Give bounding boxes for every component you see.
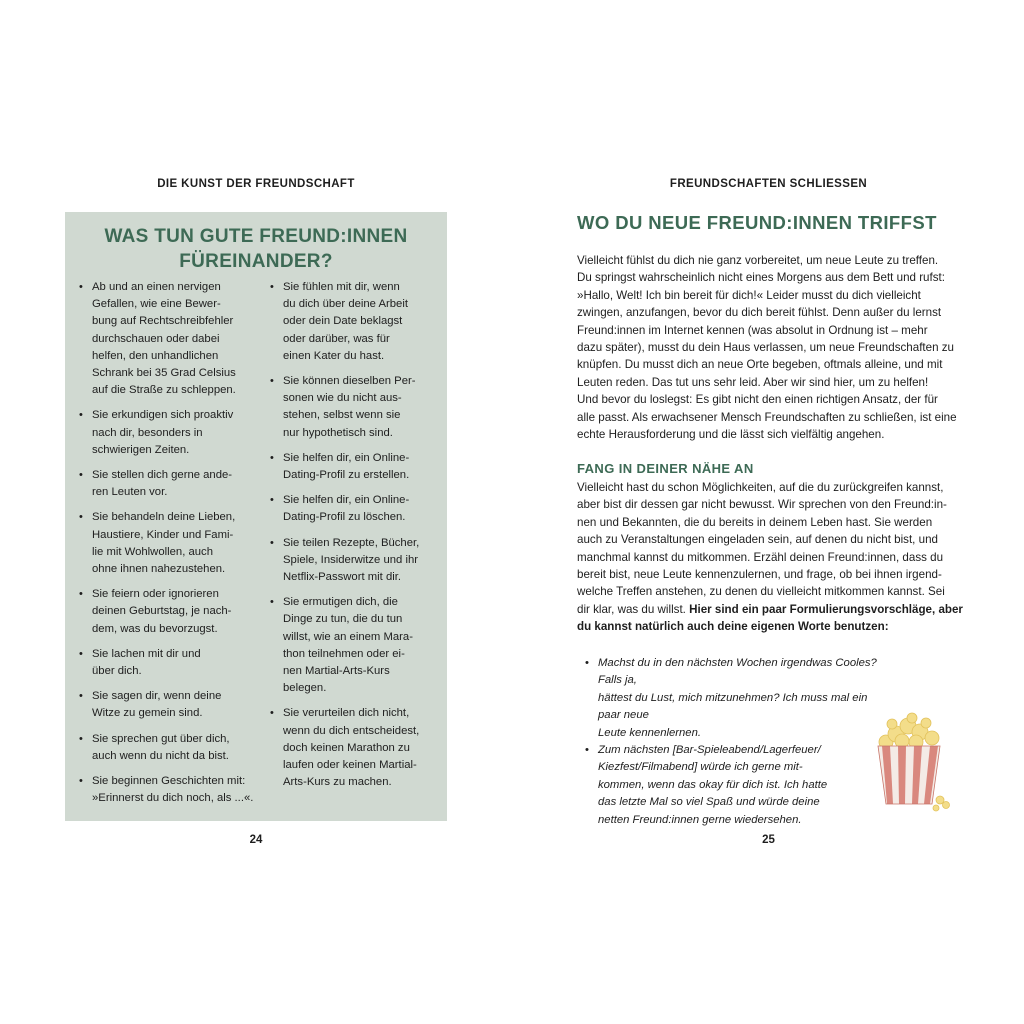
box-title-line1: WAS TUN GUTE FREUND:INNEN bbox=[104, 226, 408, 247]
section-heading: WO DU NEUE FREUND:INNEN TRIFFST bbox=[577, 212, 937, 233]
box-column-right bbox=[270, 279, 440, 791]
left-running-head: DIE KUNST DER FREUNDSCHAFT bbox=[157, 178, 355, 190]
list-item: • Sie erkundigen sich proaktiv nach dir, besonders in schwierigen Zeiten. bbox=[79, 409, 234, 456]
list-item: • Sie behandeln deine Lieben, Haustiere, Kinder und Fami- lie mit Wohlwollen, auch ohne ihnen nahezustehen. bbox=[79, 511, 236, 576]
list-item: • Sie fühlen mit dir, wenn du dich über deine Arbeit oder dein Date beklagst oder darüber, was für einen Kater du hast. bbox=[270, 281, 408, 362]
suggestion-list bbox=[585, 655, 885, 829]
list-item: • Machst du in den nächsten Wochen irgendwas Cooles? Falls ja, hättest du Lust, mich mitzunehmen? Ich muss mal ein paar neue Leute kennenlernen. bbox=[585, 657, 877, 739]
list-item: • Sie beginnen Geschichten mit: »Erinnerst du dich noch, als ...«. bbox=[79, 775, 254, 805]
right-running-head: FREUNDSCHAFTEN SCHLIESSEN bbox=[669, 178, 868, 190]
body-paragraph-bold: Hier sind ein paar Formulierungsvorschläge, aber du kannst natürlich auch deine eigenen Worte benutzen: bbox=[577, 602, 963, 634]
list-item: • Sie verurteilen dich nicht, wenn du dich entscheidest, doch keinen Marathon zu laufen oder keinen Martial- Arts-Kurs zu machen. bbox=[270, 707, 420, 789]
body-paragraph bbox=[577, 479, 967, 636]
left-page-number: 24 bbox=[249, 834, 263, 846]
list-item: • Sie ermutigen dich, die Dinge zu tun, die du tun willst, wie an einem Mara- thon teilnehmen oder ei- nen Martial-Arts-Kurs belegen. bbox=[270, 596, 413, 695]
list-item: • Sie lachen mit dir und über dich. bbox=[79, 647, 201, 678]
body-paragraph-text: Vielleicht hast du schon Möglichkeiten, auf die du zurückgreifen kannst, aber bist dir dessen gar nicht bewusst. Wir sprechen von den Freund:in- nen und Bekannten, die du bereits in deinem Leben hast. Sie werden auch zu Veranstaltungen eingeladen sein, auf denen du nicht bist, und manchmal kannst du mitkommen. Erzähl deinen Freund:innen, dass du bereit bist, neue Leute kennenzulernen, und frage, ob bei ihnen irgend- welche Treffen anstehen, zu denen du vielleicht mitkommen kannst. Sei dir klar, was du willst. bbox=[577, 481, 947, 616]
box-title-line2: FÜREINANDER? bbox=[179, 251, 333, 272]
list-item: • Sie feiern oder ignorieren deinen Geburtstag, je nach- dem, was du bevorzugst. bbox=[79, 588, 232, 635]
list-item: • Sie sprechen gut über dich, auch wenn du nicht da bist. bbox=[79, 732, 230, 762]
intro-paragraph: Vielleicht fühlst du dich nie ganz vorbereitet, um neue Leute zu treffen. Du springst wahrscheinlich nicht eines Morgens aus dem Bett und rufst: »Hallo, Welt! Ich bin bereit für dich!« Leider musst du dich vielleicht zwingen, anzufangen, bevor du dich bereit fühlst. Denn außer du lernst Freund:innen im Internet kennen (was absolut in Ordnung ist – mehr dazu später), musst du dein Haus verlassen, um neue Freundschaften zu knüpfen. Du musst dich an neue Orte begeben, oftmals alleine, und mit Leuten reden. Das tut uns sehr leid. Aber wir sind hier, um zu helfen! Und bevor du loslegst: Es gibt nicht den einen richtigen Ansatz, der für alle passt. Als erwachsener Mensch Freundschaften zu schließen, ist eine echte Herausforderung und die lässt sich vielfältig angehen. bbox=[577, 254, 957, 442]
list-item: • Sie helfen dir, ein Online- Dating-Profil zu erstellen. bbox=[270, 451, 410, 482]
box-title bbox=[65, 224, 447, 274]
list-item: • Sie helfen dir, ein Online- Dating-Profil zu löschen. bbox=[270, 494, 410, 524]
popcorn-icon bbox=[872, 712, 956, 816]
list-item: • Sie sagen dir, wenn deine Witze zu gemein sind. bbox=[79, 690, 222, 720]
subsection-heading: FANG IN DEINER NÄHE AN bbox=[577, 461, 754, 476]
list-item: • Sie können dieselben Per- sonen wie du nicht aus- stehen, selbst wenn sie nur hypothetisch sind. bbox=[270, 375, 416, 439]
list-item: • Zum nächsten [Bar-Spieleabend/Lagerfeuer/ Kiezfest/Filmabend] würde ich gerne mit- kommen, wenn das okay für dich ist. Ich hatte das letzte Mal so viel Spaß und würde deine netten Freund:innen gerne wiedersehen. bbox=[585, 744, 828, 826]
info-box bbox=[65, 212, 447, 821]
list-item: • Sie stellen dich gerne ande- ren Leuten vor. bbox=[79, 469, 233, 499]
right-page-number: 25 bbox=[762, 834, 775, 846]
list-item: • Sie teilen Rezepte, Bücher, Spiele, Insiderwitze und ihr Netflix-Passwort mit dir. bbox=[270, 536, 420, 584]
list-item: • Ab und an einen nervigen Gefallen, wie eine Bewer- bung auf Rechtschreibfehler durchschauen oder dabei helfen, den unhandlichen Schrank bei 35 Grad Celsius auf die Straße zu schleppen. bbox=[79, 281, 236, 397]
box-column-left bbox=[79, 279, 261, 807]
